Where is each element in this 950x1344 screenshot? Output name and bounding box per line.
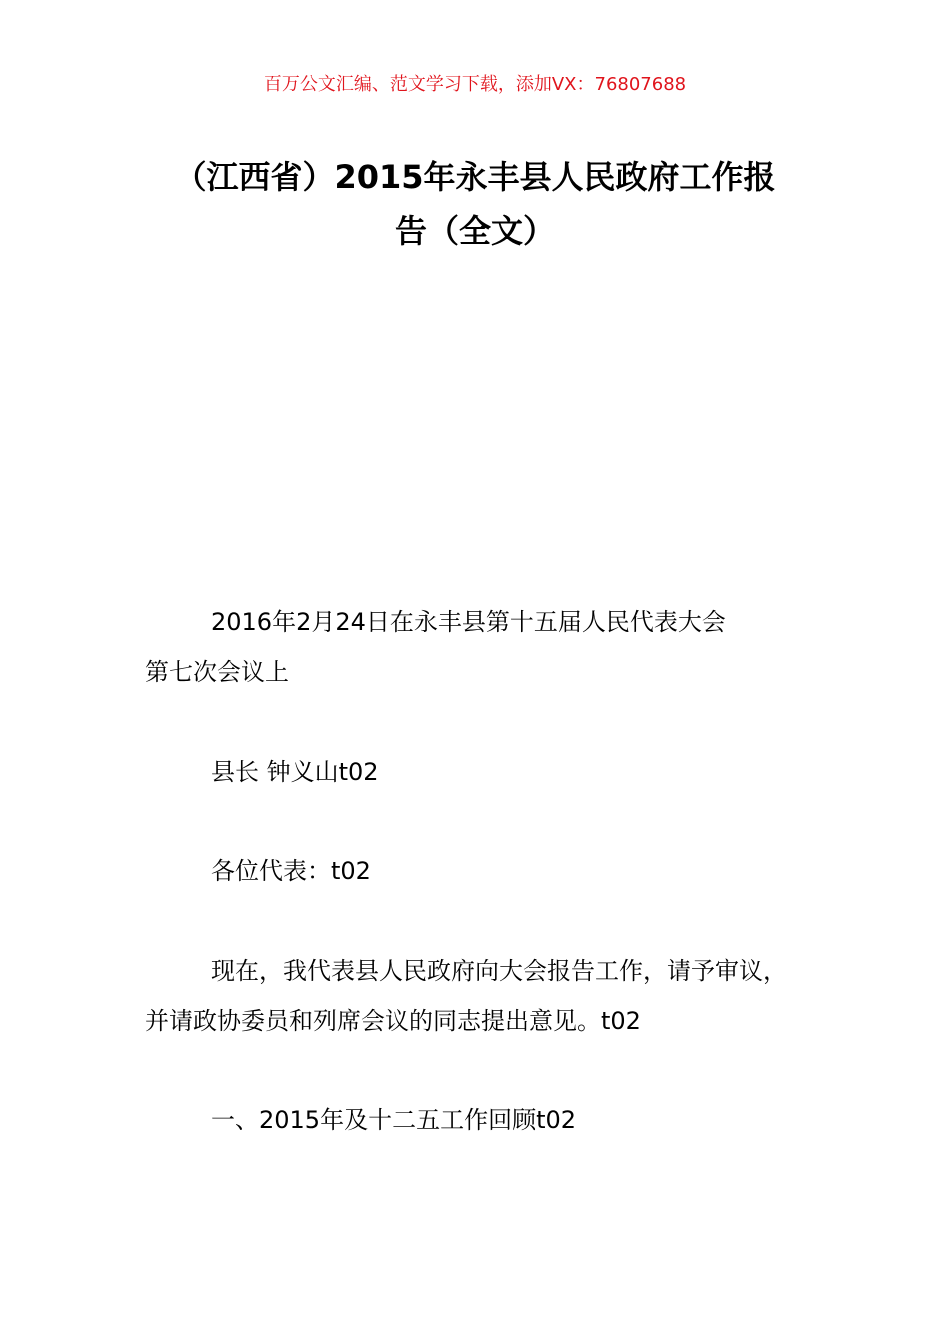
salutation-paragraph — [145, 846, 835, 896]
intro-line-2: 并请政协委员和列席会议的同志提出意见。t02 — [145, 1007, 641, 1035]
title-line-1: （江西省）2015年永丰县人民政府工作报 — [174, 158, 776, 196]
section-heading-line: 一、2015年及十二五工作回顾t02 — [211, 1106, 577, 1134]
speaker-line: 县长 钟义山t02 — [211, 758, 379, 786]
document-title — [145, 150, 805, 258]
meeting-date-line-2: 第七次会议上 — [145, 658, 289, 686]
salutation-line: 各位代表：t02 — [211, 857, 371, 885]
intro-paragraph — [145, 946, 835, 1046]
header-promo-note: 百万公文汇编、范文学习下载，添加VX：76807688 — [263, 74, 687, 95]
meeting-date-paragraph — [145, 597, 835, 697]
speaker-paragraph — [145, 747, 835, 797]
title-line-2: 告（全文） — [394, 212, 555, 250]
intro-line-1: 现在，我代表县人民政府向大会报告工作，请予审议， — [211, 957, 787, 985]
meeting-date-line-1: 2016年2月24日在永丰县第十五届人民代表大会 — [211, 608, 726, 636]
section-heading-paragraph — [145, 1095, 835, 1145]
